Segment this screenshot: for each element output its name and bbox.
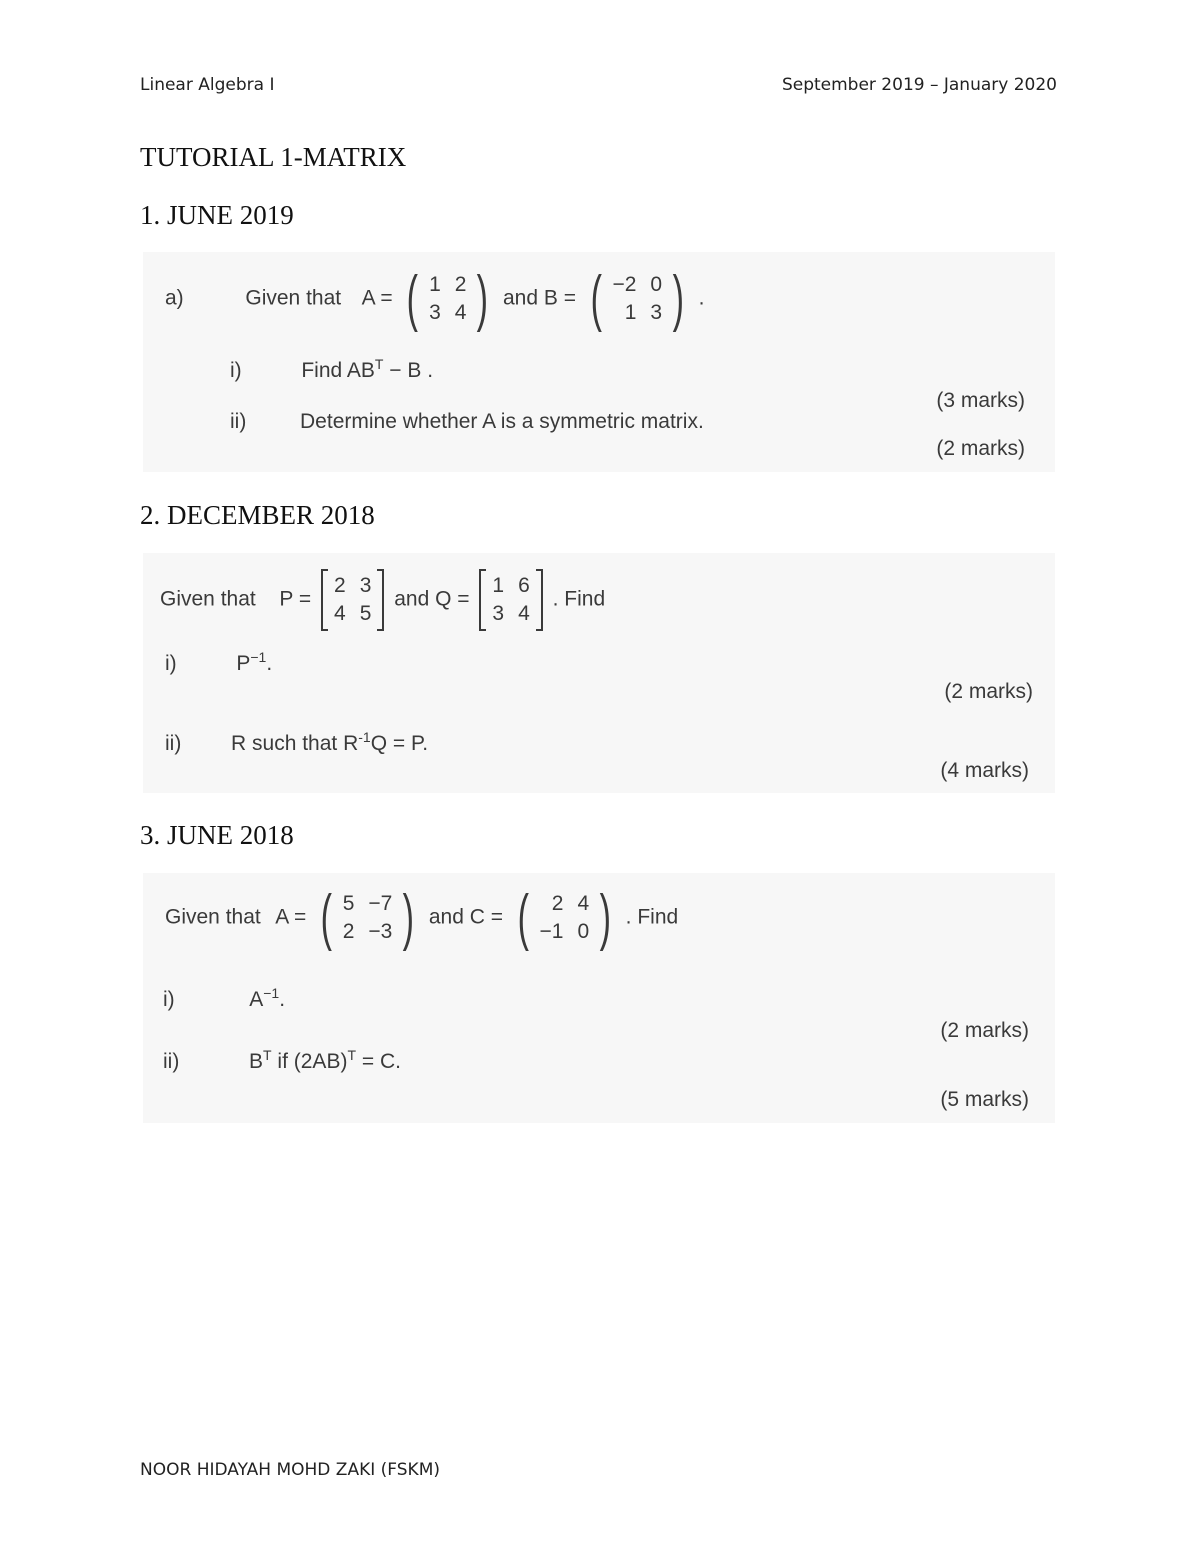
q1-matB-name: B =	[543, 286, 576, 310]
q2-item-ii	[165, 729, 428, 756]
q1-matA-name: A =	[361, 286, 393, 310]
q1-matrix-b: ( −2 0 1 3 )	[590, 264, 685, 333]
q2-matP-name: P =	[279, 587, 312, 611]
section-1-heading: 1. JUNE 2019	[140, 200, 294, 230]
item-label: ii)	[163, 1050, 180, 1073]
section-2-heading: 2. DECEMBER 2018	[140, 500, 375, 530]
item-label: i)	[163, 988, 175, 1011]
q3-item-i	[163, 985, 285, 1012]
superscript: T	[263, 1047, 272, 1063]
matrix-entry: −1	[539, 920, 564, 943]
item-text: B	[249, 1050, 264, 1073]
q1-and: and	[502, 286, 539, 310]
header-semester: September 2019 – January 2020	[781, 75, 1057, 95]
q1-given-text: Given that	[245, 286, 342, 310]
matrix-entry: 0	[577, 920, 590, 943]
matrix-entry: 4	[334, 602, 346, 625]
matrix-entry: 2	[342, 920, 355, 943]
matrix-entry: 3	[429, 301, 441, 324]
item-text: .	[279, 988, 286, 1011]
q2-end: . Find	[552, 587, 606, 611]
matrix-entry: 3	[492, 602, 505, 625]
matrix-entry: 1	[492, 574, 505, 597]
matrix-entry: 5	[359, 602, 372, 625]
question-1-box	[143, 252, 1055, 472]
item-text: − B .	[383, 359, 434, 382]
item-text: if (2AB)	[271, 1050, 348, 1073]
matrix-entry: 3	[359, 574, 372, 597]
item-text: .	[266, 652, 273, 675]
matrix-entry: 1	[624, 301, 637, 324]
item-text: = C.	[356, 1050, 401, 1073]
item-label: i)	[230, 359, 242, 382]
superscript: −1	[250, 649, 267, 665]
q1-end: .	[698, 286, 705, 310]
q3-matA-name: A =	[275, 905, 307, 929]
q1-marks-i: (3 marks)	[936, 389, 1025, 412]
q1-marks-ii: (2 marks)	[936, 437, 1025, 460]
question-3-box	[143, 873, 1055, 1123]
item-label: ii)	[165, 732, 182, 755]
matrix-entry: 4	[454, 301, 467, 324]
matrix-entry: −2	[612, 273, 637, 296]
matrix-entry: 2	[334, 574, 346, 597]
q1-item-ii	[230, 410, 704, 434]
superscript: T	[347, 1047, 357, 1063]
section-3-heading: 3. JUNE 2018	[140, 820, 294, 850]
matrix-entry: 2	[454, 273, 467, 296]
footer-author: NOOR HIDAYAH MOHD ZAKI (FSKM)	[140, 1460, 440, 1480]
matrix-entry: 1	[429, 273, 441, 296]
matrix-entry: 4	[518, 602, 530, 625]
matrix-entry: −3	[368, 920, 393, 943]
item-text: Determine whether A is a symmetric matrix.	[300, 410, 704, 433]
q3-matC-name: C =	[469, 905, 504, 929]
question-2-box	[143, 553, 1055, 793]
q3-matrix-a: ( 5 −7 2 −3 )	[320, 883, 415, 952]
header-course: Linear Algebra I	[140, 75, 275, 95]
matrix-entry: 3	[650, 301, 663, 324]
q2-marks-ii: (4 marks)	[940, 759, 1029, 782]
q1-part-label: a)	[165, 286, 184, 310]
superscript: −1	[263, 985, 280, 1001]
q2-item-i	[165, 649, 272, 676]
item-label: ii)	[230, 410, 247, 433]
q2-marks-i: (2 marks)	[944, 680, 1033, 703]
matrix-entry: 5	[342, 892, 355, 915]
matrix-entry: 4	[577, 892, 590, 915]
matrix-entry: 6	[518, 574, 530, 597]
item-label: i)	[165, 652, 177, 675]
item-text: R such that R	[231, 732, 359, 755]
q2-given-line	[160, 569, 605, 631]
item-text: Q = P.	[370, 732, 429, 755]
q3-end: . Find	[625, 905, 679, 929]
superscript: T	[374, 356, 384, 372]
q2-matrix-p	[321, 569, 384, 631]
q2-and: and	[394, 587, 430, 611]
q2-given-text: Given that	[160, 587, 256, 611]
q3-item-ii	[163, 1047, 401, 1074]
q3-matrix-c: ( 2 4 −1 0 )	[517, 883, 612, 952]
q2-matQ-name: Q =	[435, 587, 470, 611]
matrix-entry: −7	[368, 892, 393, 915]
q1-item-i	[230, 356, 433, 383]
q3-marks-ii: (5 marks)	[940, 1088, 1029, 1111]
matrix-entry: 2	[551, 892, 564, 915]
item-text: A	[249, 988, 264, 1011]
q3-given-text: Given that	[165, 905, 261, 929]
q2-matrix-q	[479, 569, 542, 631]
superscript: -1	[358, 729, 371, 745]
q3-given-line	[165, 883, 679, 952]
q3-marks-i: (2 marks)	[940, 1019, 1029, 1042]
matrix-entry: 0	[650, 273, 663, 296]
page-title: TUTORIAL 1-MATRIX	[140, 142, 407, 172]
q1-matrix-a: ( 1 2 3 4 )	[407, 264, 489, 333]
item-text: Find AB	[301, 359, 375, 382]
item-text: P	[236, 652, 251, 675]
q3-and: and	[428, 905, 464, 929]
q1-given-line	[165, 264, 705, 333]
